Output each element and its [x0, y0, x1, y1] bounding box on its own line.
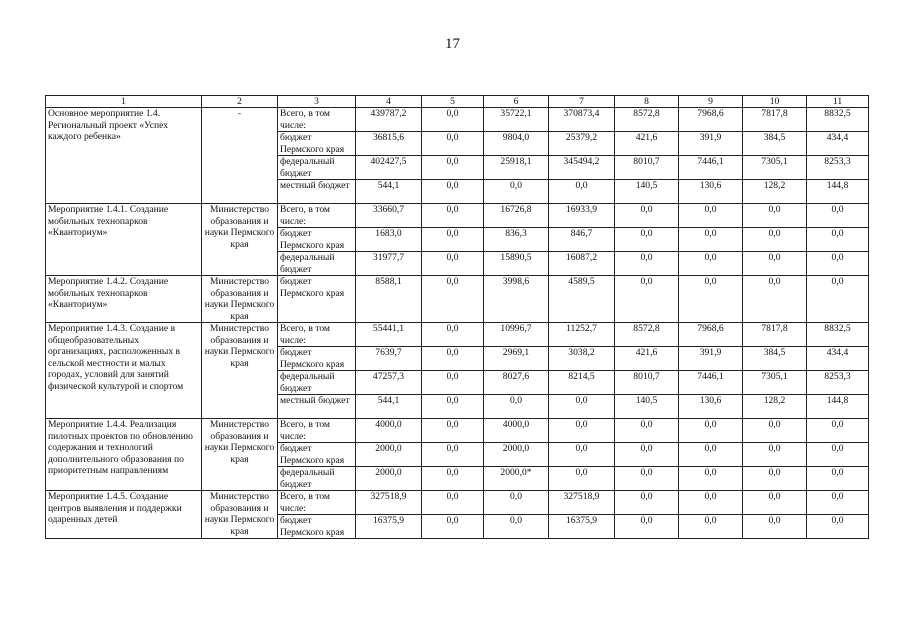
budget-table — [45, 95, 869, 539]
amount-cell: 16933,9 — [549, 204, 615, 228]
table-row — [46, 204, 869, 228]
amount-cell: 384,5 — [743, 132, 807, 156]
amount-cell: 8832,5 — [807, 323, 869, 347]
amount-cell: 4000,0 — [484, 419, 549, 443]
amount-cell: 391,9 — [679, 132, 743, 156]
amount-cell: 0,0 — [743, 228, 807, 252]
column-header: 8 — [615, 96, 679, 108]
amount-cell: 7639,7 — [356, 347, 422, 371]
amount-cell: 7817,8 — [743, 323, 807, 347]
amount-cell: 7446,1 — [679, 156, 743, 180]
amount-cell: 0,0 — [422, 467, 484, 491]
amount-cell: 4000,0 — [356, 419, 422, 443]
amount-cell: 0,0 — [422, 443, 484, 467]
measure-name: Мероприятие 1.4.3. Создание в общеобразовательных организациях, расположенных в сельской местности и малых городах, условий для занятий физической культурой и спортом — [46, 323, 202, 419]
funding-source: бюджет Пермского края — [278, 515, 356, 539]
amount-cell: 544,1 — [356, 395, 422, 419]
amount-cell: 3998,6 — [484, 276, 549, 323]
page-number: 17 — [445, 36, 460, 52]
amount-cell: 391,9 — [679, 347, 743, 371]
responsible-executor: Министерство образования и науки Пермского края — [202, 323, 278, 419]
amount-cell: 8572,8 — [615, 108, 679, 132]
amount-cell: 0,0 — [807, 515, 869, 539]
amount-cell: 0,0 — [422, 371, 484, 395]
column-header: 1 — [46, 96, 202, 108]
amount-cell: 0,0 — [679, 252, 743, 276]
measure-name: Основное мероприятие 1.4. Региональный проект «Успех каждого ребенка» — [46, 108, 202, 204]
table-row — [46, 491, 869, 515]
amount-cell: 8010,7 — [615, 156, 679, 180]
amount-cell: 35722,1 — [484, 108, 549, 132]
amount-cell: 4589,5 — [549, 276, 615, 323]
amount-cell: 345494,2 — [549, 156, 615, 180]
amount-cell: 0,0 — [679, 515, 743, 539]
funding-source: бюджет Пермского края — [278, 132, 356, 156]
header-row — [46, 96, 869, 108]
amount-cell: 0,0 — [422, 515, 484, 539]
amount-cell: 846,7 — [549, 228, 615, 252]
amount-cell: 8832,5 — [807, 108, 869, 132]
amount-cell: 0,0 — [679, 443, 743, 467]
funding-source: федеральный бюджет — [278, 156, 356, 180]
amount-cell: 2000,0 — [356, 443, 422, 467]
column-header: 2 — [202, 96, 278, 108]
funding-source: бюджет Пермского края — [278, 347, 356, 371]
measure-name: Мероприятие 1.4.1. Создание мобильных технопарков «Кванториум» — [46, 204, 202, 276]
amount-cell: 0,0 — [484, 180, 549, 204]
funding-source: Всего, в том числе: — [278, 491, 356, 515]
amount-cell: 0,0 — [743, 276, 807, 323]
funding-source: бюджет Пермского края — [278, 276, 356, 323]
amount-cell: 0,0 — [807, 252, 869, 276]
amount-cell: 25918,1 — [484, 156, 549, 180]
amount-cell: 0,0 — [743, 204, 807, 228]
amount-cell: 0,0 — [807, 443, 869, 467]
amount-cell: 0,0 — [484, 395, 549, 419]
amount-cell: 0,0 — [743, 491, 807, 515]
column-header: 3 — [278, 96, 356, 108]
amount-cell: 0,0 — [679, 276, 743, 323]
amount-cell: 128,2 — [743, 180, 807, 204]
amount-cell: 0,0 — [615, 419, 679, 443]
amount-cell: 0,0 — [615, 276, 679, 323]
responsible-executor: Министерство образования и науки Пермского края — [202, 491, 278, 539]
amount-cell: 370873,4 — [549, 108, 615, 132]
amount-cell: 0,0 — [743, 467, 807, 491]
amount-cell: 0,0 — [549, 419, 615, 443]
amount-cell: 0,0 — [484, 515, 549, 539]
amount-cell: 2000,0 — [356, 467, 422, 491]
amount-cell: 0,0 — [422, 347, 484, 371]
amount-cell: 2000,0 — [484, 443, 549, 467]
funding-source: Всего, в том числе: — [278, 204, 356, 228]
amount-cell: 8010,7 — [615, 371, 679, 395]
amount-cell: 8588,1 — [356, 276, 422, 323]
responsible-executor: Министерство образования и науки Пермского края — [202, 204, 278, 276]
amount-cell: 10996,7 — [484, 323, 549, 347]
amount-cell: 402427,5 — [356, 156, 422, 180]
amount-cell: 33660,7 — [356, 204, 422, 228]
funding-source: Всего, в том числе: — [278, 108, 356, 132]
amount-cell: 0,0 — [679, 467, 743, 491]
measure-name: Мероприятие 1.4.2. Создание мобильных технопарков «Кванториум» — [46, 276, 202, 323]
column-header: 6 — [484, 96, 549, 108]
amount-cell: 55441,1 — [356, 323, 422, 347]
measure-name: Мероприятие 1.4.4. Реализация пилотных проектов по обновлению содержания и технологий дополнительного образования по приоритетным направлениям — [46, 419, 202, 491]
amount-cell: 0,0 — [807, 419, 869, 443]
amount-cell: 47257,3 — [356, 371, 422, 395]
amount-cell: 15890,5 — [484, 252, 549, 276]
amount-cell: 8572,8 — [615, 323, 679, 347]
amount-cell: 8253,3 — [807, 371, 869, 395]
funding-source: Всего, в том числе: — [278, 419, 356, 443]
amount-cell: 0,0 — [743, 252, 807, 276]
amount-cell: 0,0 — [422, 108, 484, 132]
amount-cell: 0,0 — [743, 419, 807, 443]
amount-cell: 421,6 — [615, 132, 679, 156]
amount-cell: 0,0 — [422, 204, 484, 228]
column-header: 7 — [549, 96, 615, 108]
amount-cell: 36815,6 — [356, 132, 422, 156]
amount-cell: 31977,7 — [356, 252, 422, 276]
amount-cell: 0,0 — [807, 228, 869, 252]
column-header: 5 — [422, 96, 484, 108]
amount-cell: 0,0 — [422, 276, 484, 323]
amount-cell: 7305,1 — [743, 371, 807, 395]
amount-cell: 2000,0* — [484, 467, 549, 491]
amount-cell: 0,0 — [549, 395, 615, 419]
amount-cell: 0,0 — [422, 419, 484, 443]
amount-cell: 439787,2 — [356, 108, 422, 132]
amount-cell: 0,0 — [615, 228, 679, 252]
amount-cell: 0,0 — [807, 204, 869, 228]
amount-cell: 8253,3 — [807, 156, 869, 180]
table-body — [46, 108, 869, 539]
table-row — [46, 108, 869, 132]
amount-cell: 0,0 — [679, 204, 743, 228]
amount-cell: 8214,5 — [549, 371, 615, 395]
amount-cell: 434,4 — [807, 347, 869, 371]
table-row — [46, 276, 869, 323]
amount-cell: 3038,2 — [549, 347, 615, 371]
amount-cell: 16375,9 — [356, 515, 422, 539]
amount-cell: 2969,1 — [484, 347, 549, 371]
funding-source: Всего, в том числе: — [278, 323, 356, 347]
amount-cell: 544,1 — [356, 180, 422, 204]
amount-cell: 140,5 — [615, 395, 679, 419]
amount-cell: 0,0 — [807, 276, 869, 323]
responsible-executor: - — [202, 108, 278, 204]
amount-cell: 384,5 — [743, 347, 807, 371]
funding-source: бюджет Пермского края — [278, 228, 356, 252]
amount-cell: 16087,2 — [549, 252, 615, 276]
funding-source: федеральный бюджет — [278, 467, 356, 491]
column-header: 4 — [356, 96, 422, 108]
amount-cell: 144,8 — [807, 395, 869, 419]
funding-source: федеральный бюджет — [278, 371, 356, 395]
amount-cell: 11252,7 — [549, 323, 615, 347]
amount-cell: 7968,6 — [679, 323, 743, 347]
funding-source: федеральный бюджет — [278, 252, 356, 276]
amount-cell: 0,0 — [615, 443, 679, 467]
funding-source: местный бюджет — [278, 180, 356, 204]
amount-cell: 16375,9 — [549, 515, 615, 539]
amount-cell: 0,0 — [549, 180, 615, 204]
amount-cell: 327518,9 — [549, 491, 615, 515]
amount-cell: 0,0 — [422, 323, 484, 347]
amount-cell: 8027,6 — [484, 371, 549, 395]
amount-cell: 434,4 — [807, 132, 869, 156]
amount-cell: 421,6 — [615, 347, 679, 371]
amount-cell: 7446,1 — [679, 371, 743, 395]
amount-cell: 0,0 — [679, 228, 743, 252]
column-header: 9 — [679, 96, 743, 108]
amount-cell: 0,0 — [679, 419, 743, 443]
amount-cell: 0,0 — [422, 252, 484, 276]
responsible-executor: Министерство образования и науки Пермского края — [202, 276, 278, 323]
table-row — [46, 323, 869, 347]
amount-cell: 327518,9 — [356, 491, 422, 515]
amount-cell: 0,0 — [807, 467, 869, 491]
amount-cell: 0,0 — [615, 467, 679, 491]
amount-cell: 144,8 — [807, 180, 869, 204]
amount-cell: 0,0 — [743, 443, 807, 467]
amount-cell: 16726,8 — [484, 204, 549, 228]
table-row — [46, 419, 869, 443]
amount-cell: 0,0 — [615, 491, 679, 515]
amount-cell: 128,2 — [743, 395, 807, 419]
column-header: 11 — [807, 96, 869, 108]
amount-cell: 130,6 — [679, 180, 743, 204]
amount-cell: 0,0 — [807, 491, 869, 515]
amount-cell: 0,0 — [615, 515, 679, 539]
measure-name: Мероприятие 1.4.5. Создание центров выявления и поддержки одаренных детей — [46, 491, 202, 539]
funding-source: бюджет Пермского края — [278, 443, 356, 467]
amount-cell: 0,0 — [422, 156, 484, 180]
funding-source: местный бюджет — [278, 395, 356, 419]
amount-cell: 0,0 — [422, 491, 484, 515]
amount-cell: 130,6 — [679, 395, 743, 419]
amount-cell: 836,3 — [484, 228, 549, 252]
column-header: 10 — [743, 96, 807, 108]
amount-cell: 0,0 — [743, 515, 807, 539]
amount-cell: 0,0 — [615, 204, 679, 228]
amount-cell: 0,0 — [422, 180, 484, 204]
amount-cell: 0,0 — [422, 132, 484, 156]
amount-cell: 0,0 — [615, 252, 679, 276]
amount-cell: 0,0 — [549, 443, 615, 467]
amount-cell: 0,0 — [484, 491, 549, 515]
amount-cell: 0,0 — [679, 491, 743, 515]
amount-cell: 9804,0 — [484, 132, 549, 156]
amount-cell: 25379,2 — [549, 132, 615, 156]
amount-cell: 7968,6 — [679, 108, 743, 132]
amount-cell: 0,0 — [549, 467, 615, 491]
amount-cell: 7305,1 — [743, 156, 807, 180]
amount-cell: 7817,8 — [743, 108, 807, 132]
amount-cell: 140,5 — [615, 180, 679, 204]
amount-cell: 0,0 — [422, 228, 484, 252]
amount-cell: 1683,0 — [356, 228, 422, 252]
amount-cell: 0,0 — [422, 395, 484, 419]
responsible-executor: Министерство образования и науки Пермского края — [202, 419, 278, 491]
